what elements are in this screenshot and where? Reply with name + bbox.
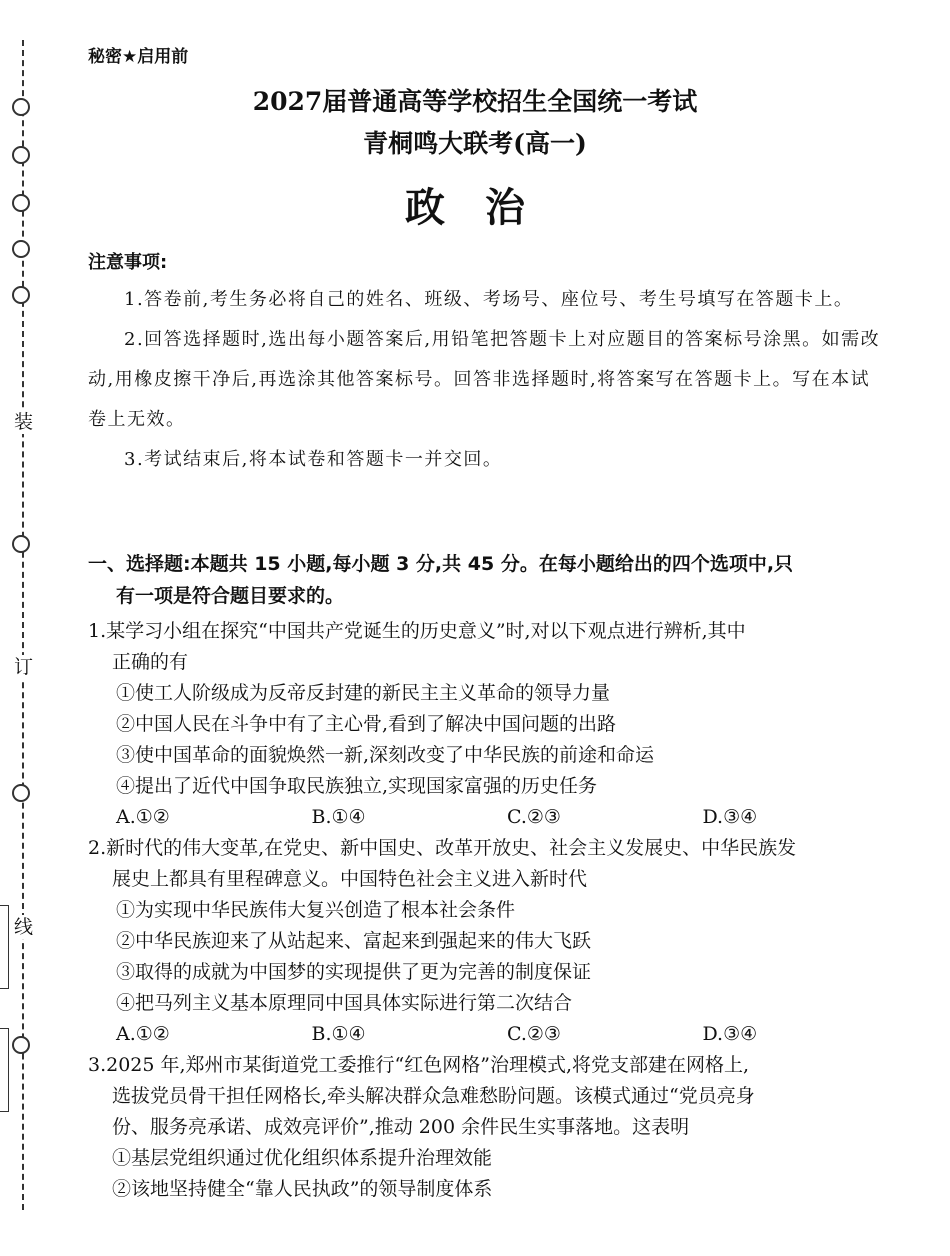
choice-b: B.①④ bbox=[311, 806, 366, 828]
binding-hole bbox=[12, 240, 30, 258]
binding-hole bbox=[12, 535, 30, 553]
question-stem-cont: 选拔党员骨干担任网格长,牵头解决群众急难愁盼问题。该模式通过“党员亮身 bbox=[112, 1085, 755, 1107]
choice-d: D.③④ bbox=[702, 1023, 758, 1045]
question-stem: 3.2025 年,郑州市某街道党工委推行“红色网格”治理模式,将党支部建在网格上, bbox=[88, 1054, 750, 1076]
question-stem-cont: 展史上都具有里程碑意义。中国特色社会主义进入新时代 bbox=[112, 868, 588, 890]
subject-title: 政治 bbox=[405, 184, 565, 231]
answer-choices bbox=[88, 1019, 898, 1050]
question-option: ①使工人阶级成为反帝反封建的新民主主义革命的领导力量 bbox=[116, 682, 611, 704]
question-1 bbox=[88, 616, 898, 833]
question-option: ④把马列主义基本原理同中国具体实际进行第二次结合 bbox=[116, 992, 573, 1014]
choice-b: B.①④ bbox=[311, 1023, 366, 1045]
question-stem: 1.某学习小组在探究“中国共产党诞生的历史意义”时,对以下观点进行辨析,其中 bbox=[88, 620, 746, 642]
question-option: ②中国人民在斗争中有了主心骨,看到了解决中国问题的出路 bbox=[116, 713, 617, 735]
binding-hole bbox=[12, 286, 30, 304]
answer-choices bbox=[88, 802, 898, 833]
question-2 bbox=[88, 833, 898, 1050]
question-stem: 2.新时代的伟大变革,在党史、新中国史、改革开放史、社会主义发展史、中华民族发 bbox=[88, 837, 797, 859]
question-option: ②中华民族迎来了从站起来、富起来到强起来的伟大飞跃 bbox=[116, 930, 592, 952]
secret-label: 秘密★启用前 bbox=[88, 47, 189, 67]
question-option: ④提出了近代中国争取民族独立,实现国家富强的历史任务 bbox=[116, 775, 598, 797]
note-item: 3.考试结束后,将本试卷和答题卡一并交回。 bbox=[124, 449, 503, 470]
choice-a: A.①② bbox=[116, 1023, 170, 1045]
notes-heading: 注意事项: bbox=[88, 252, 168, 273]
binding-hole bbox=[12, 784, 30, 802]
question-option: ②该地坚持健全“靠人民执政”的领导制度体系 bbox=[112, 1178, 493, 1200]
choice-c: C.②③ bbox=[507, 1023, 561, 1045]
margin-bracket bbox=[0, 905, 9, 989]
question-option: ①基层党组织通过优化组织体系提升治理效能 bbox=[112, 1147, 493, 1169]
choice-c: C.②③ bbox=[507, 806, 561, 828]
question-option: ③取得的成就为中国梦的实现提供了更为完善的制度保证 bbox=[116, 961, 592, 983]
note-item: 1.答卷前,考生务必将自己的姓名、班级、考场号、座位号、考生号填写在答题卡上。 bbox=[124, 289, 854, 310]
question-list bbox=[88, 616, 898, 1205]
exam-subtitle: 青桐鸣大联考(高一) bbox=[363, 129, 587, 158]
section-heading bbox=[88, 548, 898, 612]
note-item: 2.回答选择题时,选出每小题答案后,用铅笔把答题卡上对应题目的答案标号涂黑。如需改动,用橡皮擦干净后,再选涂其他答案标号。回答非选择题时,将答案写在答题卡上。写在本试卷上无效。 bbox=[88, 329, 881, 430]
question-3 bbox=[88, 1050, 898, 1205]
section-heading-line2: 有一项是符合题目要求的。 bbox=[116, 585, 345, 607]
choice-d: D.③④ bbox=[702, 806, 758, 828]
question-stem-cont: 正确的有 bbox=[112, 651, 189, 673]
binding-char-zhuang: 装 bbox=[14, 411, 34, 433]
choice-a: A.①② bbox=[116, 806, 170, 828]
section-heading-line1: 一、选择题:本题共 15 小题,每小题 3 分,共 45 分。在每小题给出的四个选项中,只 bbox=[88, 553, 794, 575]
question-option: ①为实现中华民族伟大复兴创造了根本社会条件 bbox=[116, 899, 516, 921]
binding-char-ding: 订 bbox=[14, 656, 34, 678]
exam-title: 2027届普通高等学校招生全国统一考试 bbox=[252, 87, 698, 116]
question-stem-cont: 份、服务亮承诺、成效亮评价”,推动 200 余件民生实事落地。这表明 bbox=[112, 1116, 690, 1138]
question-option: ③使中国革命的面貌焕然一新,深刻改变了中华民族的前途和命运 bbox=[116, 744, 655, 766]
binding-hole bbox=[12, 1036, 30, 1054]
binding-char-xian: 线 bbox=[14, 916, 34, 938]
margin-bracket bbox=[0, 1028, 9, 1112]
notes-list bbox=[88, 280, 888, 480]
